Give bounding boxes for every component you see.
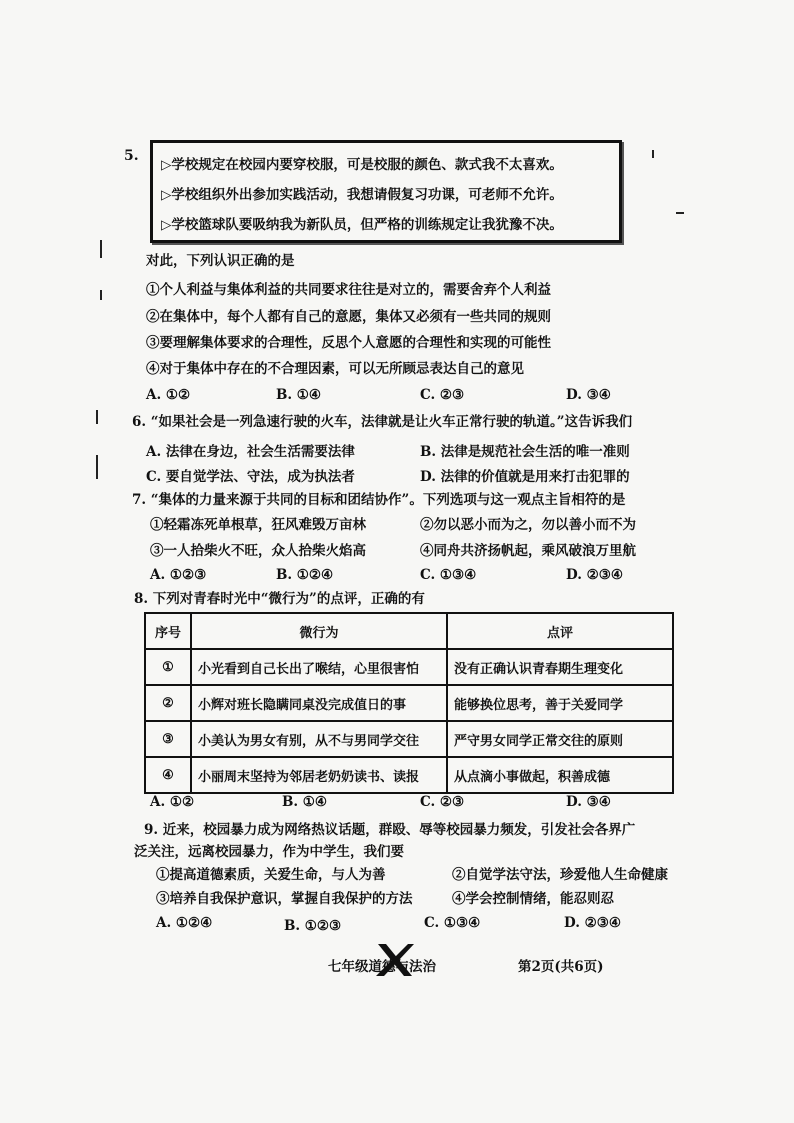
statement: ①个人利益与集体利益的共同要求往往是对立的，需要舍弃个人利益: [146, 282, 551, 298]
scan-mark: [96, 410, 98, 424]
option-d: D. ③④: [566, 387, 611, 403]
option-d: D. ②③④: [566, 567, 623, 583]
question-6-stem: 6. “如果社会是一列急速行驶的火车，法律就是让火车正常行驶的轨道。”这告诉我们: [132, 414, 633, 430]
option-a: A. ①②: [150, 794, 195, 810]
column-header: 微行为: [191, 613, 447, 649]
table-cell: 小美认为男女有别，从不与男同学交往: [191, 721, 447, 757]
option-a: A. ①②: [146, 387, 191, 403]
scenario-box: [150, 140, 622, 243]
scenario-line: ▷学校规定在校园内要穿校服，可是校服的颜色、款式我不太喜欢。: [161, 157, 563, 173]
scan-mark: [100, 290, 102, 300]
table-cell: ④: [145, 757, 191, 793]
scan-mark: [676, 212, 684, 214]
table-cell: 能够换位思考，善于关爱同学: [447, 685, 673, 721]
statement: ②在集体中，每个人都有自己的意愿，集体又必须有一些共同的规则: [146, 309, 551, 325]
table-cell: 小丽周末坚持为邻居老奶奶读书、读报: [191, 757, 447, 793]
table-row: [145, 757, 673, 793]
question-9-stem-cont: 泛关注，远离校园暴力，作为中学生，我们要: [134, 844, 404, 860]
table-cell: ①: [145, 649, 191, 685]
column-header: 序号: [145, 613, 191, 649]
table-header-row: [145, 613, 673, 649]
statement: ③一人拾柴火不旺，众人拾柴火焰高: [150, 543, 366, 559]
option-b: B. 法律是规范社会生活的唯一准则: [420, 444, 630, 460]
table-cell: 严守男女同学正常交往的原则: [447, 721, 673, 757]
footer-page-number: 第2页(共6页): [518, 959, 604, 975]
option-a: A. ①②③: [150, 567, 207, 583]
statement: ③培养自我保护意识，掌握自我保护的方法: [156, 891, 413, 907]
scan-mark: [96, 455, 98, 479]
table-cell: 小辉对班长隐瞒同桌没完成值日的事: [191, 685, 447, 721]
option-d: D. 法律的价值就是用来打击犯罪的: [420, 469, 630, 485]
option-c: C. ②③: [420, 387, 465, 403]
statement: ①轻霜冻死单根草，狂风难毁万亩林: [150, 517, 366, 533]
statement: ③要理解集体要求的合理性，反思个人意愿的合理性和实现的可能性: [146, 335, 551, 351]
statement: ④同舟共济扬帆起，乘风破浪万里航: [420, 543, 636, 559]
question-8-stem: 8. 下列对青春时光中“微行为”的点评，正确的有: [134, 591, 425, 607]
table-cell: ②: [145, 685, 191, 721]
option-d: D. ②③④: [564, 915, 621, 931]
footer-subject: 七年级道德与法治: [328, 959, 436, 975]
table-row: [145, 721, 673, 757]
scenario-line: ▷学校组织外出参加实践活动，我想请假复习功课，可老师不允许。: [161, 187, 563, 203]
option-a: A. 法律在身边，社会生活需要法律: [146, 444, 355, 460]
option-c: C. ①③④: [420, 567, 477, 583]
option-b: B. ①②④: [276, 567, 334, 583]
x-stamp-mark: [372, 940, 418, 980]
table-cell: 从点滴小事做起，积善成德: [447, 757, 673, 793]
option-c: C. ②③: [420, 794, 465, 810]
option-b: B. ①④: [276, 387, 322, 403]
statement: ②勿以恶小而为之，勿以善小而不为: [420, 517, 636, 533]
statement: ①提高道德素质，关爱生命，与人为善: [156, 867, 386, 883]
option-c: C. ①③④: [424, 915, 481, 931]
column-header: 点评: [447, 613, 673, 649]
option-a: A. ①②④: [156, 915, 213, 931]
table-row: [145, 649, 673, 685]
option-b: B. ①④: [282, 794, 328, 810]
option-c: C. 要自觉学法、守法，成为执法者: [146, 469, 355, 485]
evaluation-table: [144, 612, 674, 794]
option-d: D. ③④: [566, 794, 611, 810]
statement: ④学会控制情绪，能忍则忍: [452, 891, 614, 907]
question-9-stem: 9. 近来，校园暴力成为网络热议话题，群殴、辱等校园暴力频发，引发社会各界广: [144, 822, 636, 838]
question-7-stem: 7. “集体的力量来源于共同的目标和团结协作”。下列选项与这一观点主旨相符的是: [132, 492, 626, 508]
scan-mark: [652, 150, 654, 158]
statement: ②自觉学法守法，珍爱他人生命健康: [452, 867, 668, 883]
table-cell: ③: [145, 721, 191, 757]
scan-mark: [100, 240, 102, 258]
question-5-stem: 对此，下列认识正确的是: [146, 253, 295, 269]
table-cell: 小光看到自己长出了喉结，心里很害怕: [191, 649, 447, 685]
scenario-line: ▷学校篮球队要吸纳我为新队员，但严格的训练规定让我犹豫不决。: [161, 217, 563, 233]
statement: ④对于集体中存在的不合理因素，可以无所顾忌表达自己的意见: [146, 361, 524, 377]
option-b: B. ①②③: [284, 918, 342, 934]
page-footer: [328, 955, 604, 975]
table-cell: 没有正确认识青春期生理变化: [447, 649, 673, 685]
table-row: [145, 685, 673, 721]
question-5-number: 5.: [124, 148, 139, 164]
